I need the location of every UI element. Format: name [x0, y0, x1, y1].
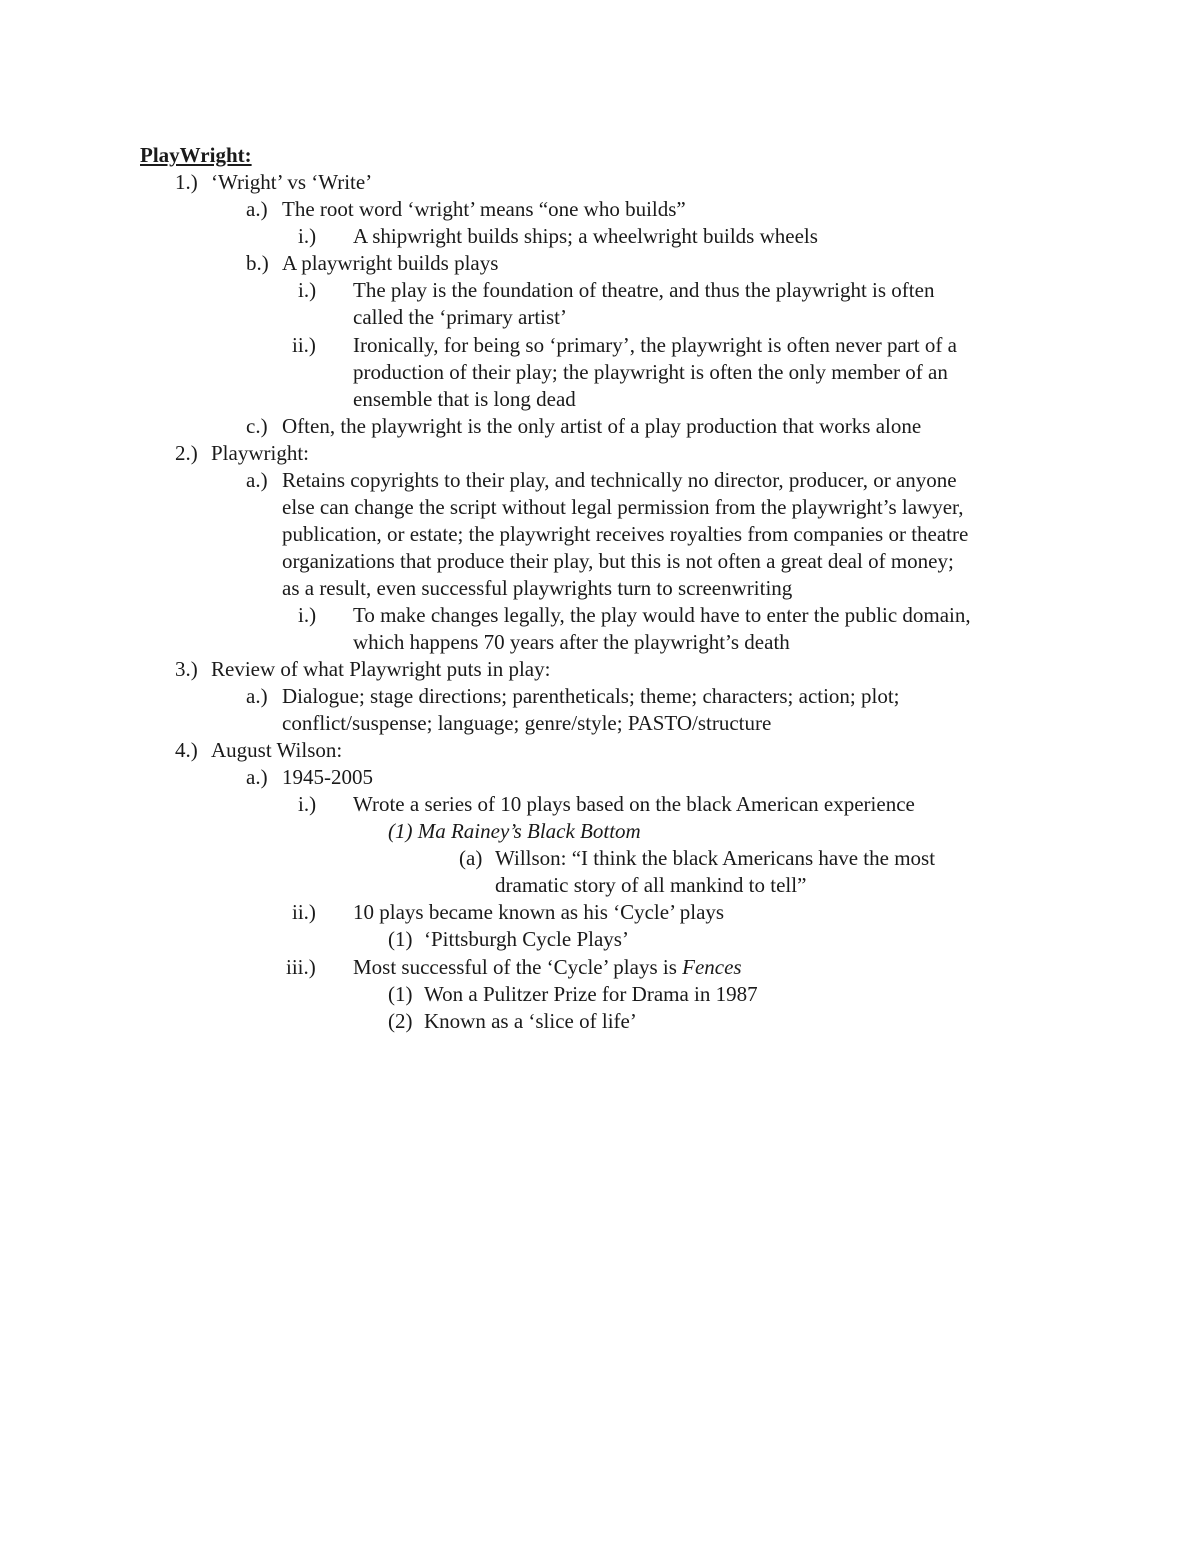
- item-4a-i-1-text: (1) Ma Rainey’s Black Bottom: [388, 819, 641, 843]
- item-4a-iii-2-marker: (2): [388, 1009, 413, 1033]
- item-2a-i-text-line1: To make changes legally, the play would have to enter the public domain,: [353, 603, 971, 627]
- item-4a-iii-marker: iii.): [286, 955, 316, 979]
- document-title: PlayWright:: [140, 143, 252, 167]
- item-2a-text-line4: organizations that produce their play, but this is not often a great deal of money;: [282, 549, 954, 573]
- item-4a-iii-text: [353, 954, 742, 981]
- item-1b-i-text-line2: called the ‘primary artist’: [353, 305, 567, 329]
- item-2-marker: 2.): [175, 441, 198, 465]
- item-4a-ii-1-marker: (1): [388, 927, 413, 951]
- item-1-text: ‘Wright’ vs ‘Write’: [211, 170, 373, 194]
- item-1b-i-marker: i.): [298, 278, 317, 302]
- item-3a-text-line2: conflict/suspense; language; genre/style; PASTO/structure: [282, 711, 772, 735]
- item-4a-i-marker: i.): [298, 792, 317, 816]
- item-2a-text-line3: publication, or estate; the playwright receives royalties from companies or theatre: [282, 522, 969, 546]
- item-4a-iii-text-italic: Fences: [682, 955, 742, 979]
- item-3a-text-line1: Dialogue; stage directions; parentheticals; theme; characters; action; plot;: [282, 684, 900, 708]
- item-4a-i-text: Wrote a series of 10 plays based on the black American experience: [353, 792, 915, 816]
- item-2a-marker: a.): [246, 468, 268, 492]
- item-1b-ii-text-line2: production of their play; the playwright is often the only member of an: [353, 360, 948, 384]
- item-2a-text-line2: else can change the script without legal permission from the playwright’s lawyer,: [282, 495, 964, 519]
- item-1-marker: 1.): [175, 170, 198, 194]
- item-1c-marker: c.): [246, 414, 268, 438]
- item-4a-i-1a-marker: (a): [459, 846, 483, 870]
- item-4a-ii-1-text: ‘Pittsburgh Cycle Plays’: [424, 927, 629, 951]
- item-4a-i-1a-text-line1: Willson: “I think the black Americans have the most: [495, 846, 936, 870]
- item-3-text: Review of what Playwright puts in play:: [211, 657, 551, 681]
- item-4a-iii-text-main: Most successful of the ‘Cycle’ plays is: [353, 955, 683, 979]
- item-4a-ii-text: 10 plays became known as his ‘Cycle’ plays: [353, 900, 725, 924]
- item-1b-i-text-line1: The play is the foundation of theatre, and thus the playwright is often: [353, 278, 935, 302]
- item-1b-text: A playwright builds plays: [282, 251, 499, 275]
- item-1b-ii-text-line3: ensemble that is long dead: [353, 387, 576, 411]
- item-2a-text-line5: as a result, even successful playwrights turn to screenwriting: [282, 576, 793, 600]
- item-4-text: August Wilson:: [211, 738, 343, 762]
- item-2a-text-line1: Retains copyrights to their play, and technically no director, producer, or anyone: [282, 468, 957, 492]
- item-1b-ii-text-line1: Ironically, for being so ‘primary’, the playwright is often never part of a: [353, 333, 957, 357]
- item-4a-text: 1945-2005: [282, 765, 373, 789]
- item-4a-ii-marker: ii.): [292, 900, 316, 924]
- item-4a-iii-1-text: Won a Pulitzer Prize for Drama in 1987: [424, 982, 758, 1006]
- item-1a-text: The root word ‘wright’ means “one who builds”: [282, 197, 686, 221]
- item-1a-i-marker: i.): [298, 224, 317, 248]
- item-2a-i-marker: i.): [298, 603, 317, 627]
- item-4a-marker: a.): [246, 765, 268, 789]
- item-4-marker: 4.): [175, 738, 198, 762]
- item-1a-i-text: A shipwright builds ships; a wheelwright builds wheels: [353, 224, 818, 248]
- item-2a-i-text-line2: which happens 70 years after the playwright’s death: [353, 630, 790, 654]
- item-3a-marker: a.): [246, 684, 268, 708]
- item-1a-marker: a.): [246, 197, 268, 221]
- item-4a-i-1a-text-line2: dramatic story of all mankind to tell”: [495, 873, 807, 897]
- item-1c-text: Often, the playwright is the only artist of a play production that works alone: [282, 414, 922, 438]
- item-2-text: Playwright:: [211, 441, 309, 465]
- item-1b-marker: b.): [246, 251, 269, 275]
- item-1b-ii-marker: ii.): [292, 333, 316, 357]
- item-4a-iii-1-marker: (1): [388, 982, 413, 1006]
- item-3-marker: 3.): [175, 657, 198, 681]
- item-4a-iii-2-text: Known as a ‘slice of life’: [424, 1009, 637, 1033]
